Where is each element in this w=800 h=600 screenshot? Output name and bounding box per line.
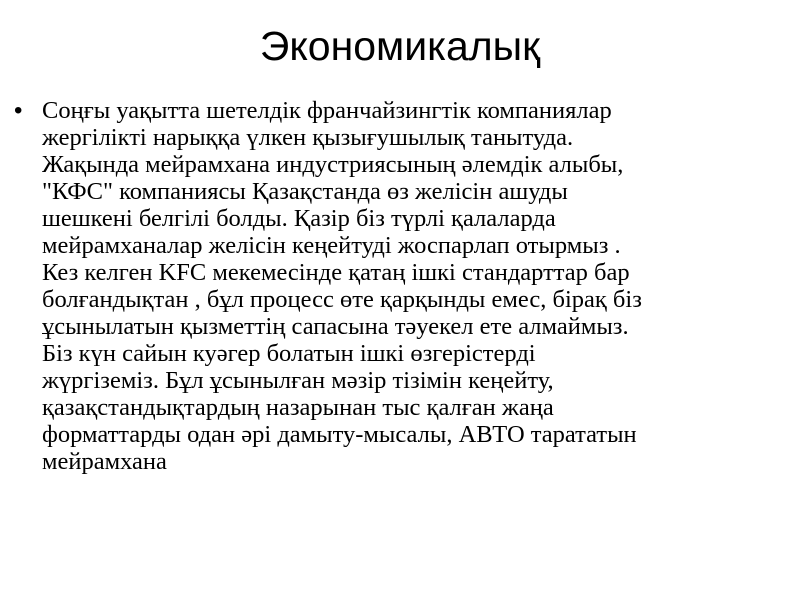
paragraph-line: жергілікті нарыққа үлкен қызығушылық танытуда.: [42, 124, 574, 151]
paragraph-line: мейрамханалар желісін кеңейтуді жоспарлап отырмыз .: [42, 232, 621, 259]
paragraph-line: Жақында мейрамхана индустриясының әлемдік алыбы,: [42, 151, 624, 178]
paragraph-line: "КФС" компаниясы Қазақстанда өз желісін ашуды: [42, 178, 568, 205]
paragraph-line: болғандықтан , бұл процесс өте қарқынды емес, бірақ біз: [42, 286, 642, 313]
slide-content: [14, 97, 786, 475]
paragraph-line: Соңғы уақытта шетелдік франчайзингтік компаниялар: [42, 97, 612, 124]
paragraph-line: ұсынылатын қызметтің сапасына тәуекел ете алмаймыз.: [42, 313, 629, 340]
paragraph-line: Біз күн сайын куәгер болатын ішкі өзгерістерді: [42, 340, 536, 367]
slide-title: Экономикалық: [259, 23, 541, 69]
paragraph-line: Кез келген KFC мекемесінде қатаң ішкі стандарттар бар: [42, 259, 630, 286]
paragraph-line: форматтарды одан әрі дамыту-мысалы, АВТО тарататын: [42, 421, 637, 448]
paragraph-line: қазақстандықтардың назарынан тыс қалған жаңа: [42, 394, 554, 421]
bullet-item: [14, 97, 786, 475]
paragraph-line: шешкені белгілі болды. Қазір біз түрлі қалаларда: [42, 205, 556, 232]
paragraph-line: мейрамхана: [42, 448, 167, 475]
bullet-icon: •: [14, 97, 23, 124]
paragraph-line: жүргіземіз. Бұл ұсынылған мәзір тізімін кеңейту,: [42, 367, 554, 394]
